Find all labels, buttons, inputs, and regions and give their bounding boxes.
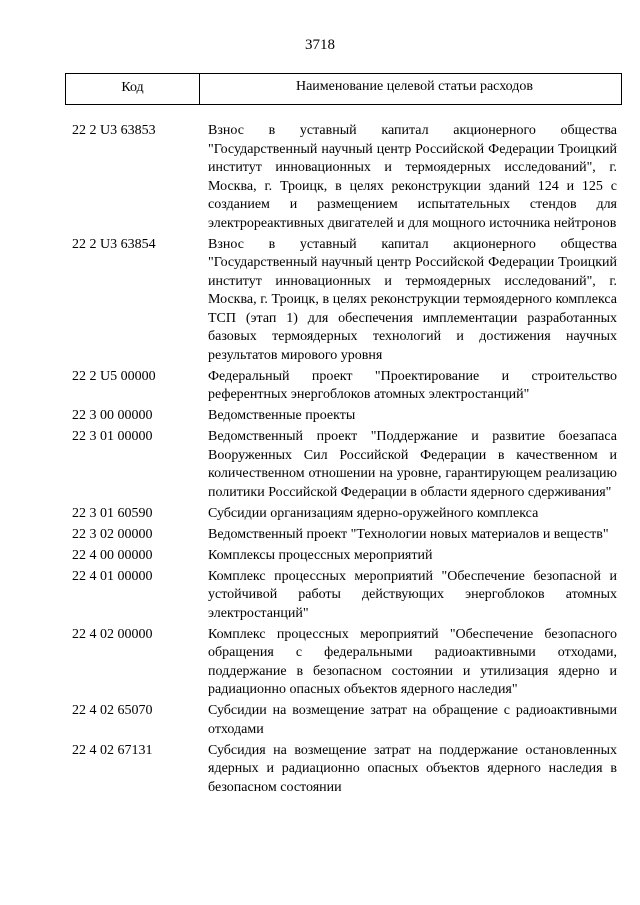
page-number: 3718 [305, 37, 335, 53]
table-row [0, 568, 640, 624]
row-code: 22 2 U5 00000 [72, 368, 156, 384]
table-row [0, 702, 640, 739]
header-name-column: Наименование целевой статьи расходов [295, 79, 534, 94]
row-code: 22 4 02 67131 [72, 742, 153, 758]
row-description: Субсидии организациям ядерно-оружейного комплекса [208, 505, 539, 521]
table-row [0, 742, 640, 798]
row-code: 22 3 00 00000 [72, 408, 153, 423]
row-description: Федеральный проект "Проектирование и строительство референтных энергоблоков атомных электростанций" [208, 368, 617, 402]
row-code: 22 4 02 65070 [72, 703, 153, 718]
expense-items-list [0, 122, 640, 800]
row-description: Ведомственный проект "Технологии новых материалов и веществ" [208, 526, 609, 542]
table-header [65, 73, 622, 105]
row-description: Комплекс процессных мероприятий "Обеспечение безопасной и устойчивой работы действующих энергоблоков атомных электростанций" [208, 568, 617, 621]
row-description: Взнос в уставный капитал акционерного общества "Государственный научный центр Российской Федерации Троицкий институт инновационных и термоядерных исследований", г. Москва, г. Троицк, в целях реконструкции зданий 124 и 125 с созданием и размещением испытательных стендов для электрореактивных двигателей и для мощного источника нейтронов [208, 123, 617, 231]
table-row [0, 626, 640, 700]
row-description: Субсидия на возмещение затрат на поддержание остановленных ядерных и радиационно опасных объектов ядерного наследия в безопасном состоянии [208, 742, 617, 795]
header-code-column: Код [66, 74, 200, 104]
row-description: Взнос в уставный капитал акционерного общества "Государственный научный центр Российской Федерации Троицкий институт инновационных и термоядерных исследований", г. Москва, г. Троицк, в целях реконструкции термоядерного комплекса ТСП (этап 1) для обеспечения имплементации разработанных базовых термоядерных технологий и достижения научных результатов мирового уровня [208, 236, 617, 363]
row-code: 22 3 01 00000 [72, 429, 153, 444]
table-row [0, 236, 640, 366]
row-code: 22 4 01 00000 [72, 568, 153, 584]
row-description: Комплексы процессных мероприятий [208, 547, 433, 563]
table-row [0, 368, 640, 405]
row-code: 22 3 02 00000 [72, 526, 153, 542]
row-code: 22 3 01 60590 [72, 505, 153, 521]
row-code: 22 4 00 00000 [72, 547, 153, 563]
table-row [0, 407, 640, 426]
row-description: Ведомственные проекты [208, 408, 356, 423]
table-row [0, 505, 640, 524]
row-code: 22 2 U3 63854 [72, 236, 156, 252]
row-description: Субсидии на возмещение затрат на обращение с радиоактивными отходами [208, 703, 617, 737]
table-row [0, 428, 640, 502]
row-code: 22 4 02 00000 [72, 626, 153, 642]
row-code: 22 2 U3 63853 [72, 123, 156, 138]
row-description: Комплекс процессных мероприятий "Обеспечение безопасного обращения с федеральными радиоактивными отходами, поддержание в безопасном состоянии и утилизация ядерно и радиационно опасных объектов ядерного наследия" [208, 626, 617, 697]
table-row [0, 526, 640, 545]
row-description: Ведомственный проект "Поддержание и развитие боезапаса Вооруженных Сил Российской Федерации в качественном и количественном отношении на уровне, гарантирующем реализацию политики Российской Федерации в области ядерного сдерживания" [208, 429, 617, 500]
table-row [0, 122, 640, 233]
table-row [0, 547, 640, 566]
